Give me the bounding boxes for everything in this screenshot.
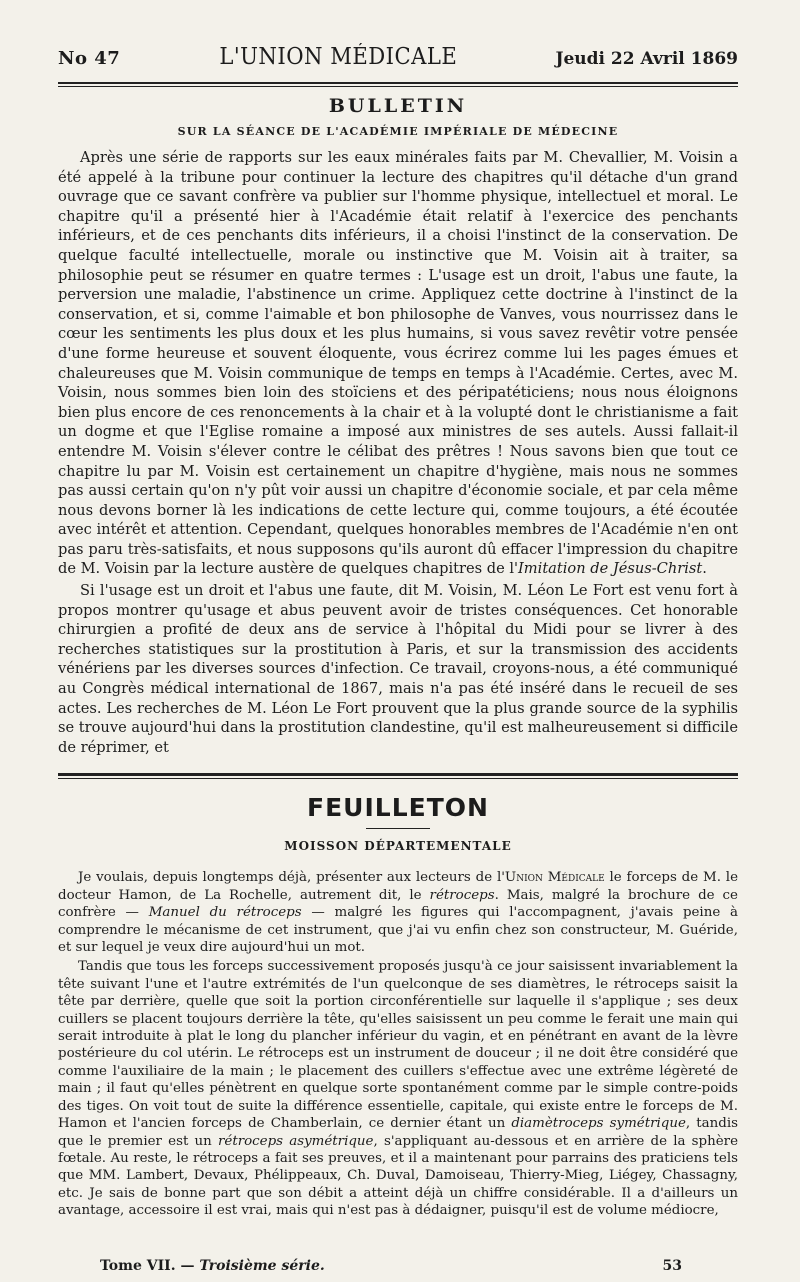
bulletin-body <box>58 148 738 757</box>
header-rule <box>58 82 738 87</box>
feuilleton-title: FEUILLETON <box>307 793 489 823</box>
issue-date: Jeudi 22 Avril 1869 <box>555 49 738 69</box>
feuil-p1-d: — malgré les figures qui l'accompagnent, j'avais peine à comprendre le mécanisme de cet instrument, que j'ai vu enfin chez son constructeur, M. Guéride, et sur lequel je veux dire aujourd'hui un mot. <box>58 905 739 956</box>
bulletin-title: BULLETIN <box>328 95 468 117</box>
feuil-p2-c: , s'appliquant au-dessous et en arrière de la sphère fœtale. Au reste, le rétroceps a fait ses preuves, et il a maintenant pour parrains des praticiens tels que MM. Lambert, Devaux, Phélippeaux, Ch. Duval, Damoiseau, Thierry-Mieg, Liégey, Chassagny, etc. Je sais de bonne part que son débit a atteint déjà un chiffre considérable. Il a d'ailleurs un avantage, accessoire il est vrai, mais qui n'est pas à dédaigner, puisqu'il est de volume médiocre, <box>58 1133 739 1219</box>
bulletin-subtitle: SUR LA SÉANCE DE L'ACADÉMIE IMPÉRIALE DE MÉDECINE <box>177 125 619 138</box>
feuilleton-title-rule <box>366 828 430 829</box>
feuilleton-paragraph-2 <box>58 958 738 1219</box>
feuil-p2-italic-1: diamètroceps symétrique <box>511 1116 686 1132</box>
feuil-p2-a: Tandis que tous les forceps successivement proposés jusqu'à ce jour saisissent invariablement la tête suivant l'une et l'autre extrémités de l'un quelconque de ses diamètres, le rétroceps saisit la tête par derrière, quelle que soit la portion circonférentielle sur laquelle il s'applique ; ses deux cuillers se placent toujours derrière la tête, qu'elles saisissent un peu comme le ferait une main qui serait introduite à plat le long du plancher inférieur du vagin, et en pénétrant en avant de la lèvre postérieure du col utérin. Le rétroceps est un instrument de douceur ; il ne doit être considéré que comme l'auxiliaire de la main ; le placement des cuillers s'effectue avec une extrême légèreté de main ; il faut qu'elles pénètrent en quelque sorte spontanément comme par le simple contre-poids des tiges. On voit tout de suite la différence essentielle, capitale, qui existe entre le forceps de M. Hamon et l'ancien forceps de Chamberlain, ce dernier étant un <box>58 959 738 1132</box>
feuilleton-rule <box>58 773 738 779</box>
feuil-p2-italic-2: rétroceps asymétrique <box>218 1133 374 1149</box>
feuilleton-paragraph-1 <box>58 869 738 956</box>
page-header <box>58 44 738 76</box>
feuil-p1-b: le forceps de M. le docteur Hamon, de La Rochelle, autrement dit, le <box>58 870 738 903</box>
feuilleton-body <box>58 869 738 1219</box>
page-footer <box>100 1258 682 1274</box>
volume-info <box>100 1258 325 1274</box>
feuilleton-subtitle: MOISSON DÉPARTEMENTALE <box>284 839 512 854</box>
feuil-p1-italic-2: Manuel du rétroceps <box>148 905 302 921</box>
page-number: 53 <box>662 1258 682 1274</box>
bulletin-paragraph-2: Si l'usage est un droit et l'abus une faute, dit M. Voisin, M. Léon Le Fort est venu fort à propos montrer qu'usage et abus peuvent avoir de tristes conséquences. Cet honorable chirurgien a profité de deux ans de service à l'hôpital du Midi pour se livrer à des recherches statistiques sur la prostitution à Paris, et sur la transmission des accidents vénériens par les diverses sources d'infection. Ce travail, croyons-nous, a été communiqué au Congrès médical international de 1867, mais n'a pas été inséré dans le recueil de ses actes. Les recherches de M. Léon Le Fort prouvent que la plus grande source de la syphilis se trouve aujourd'hui dans la prostitution clandestine, qu'il est malheureusement si difficile de réprimer, et <box>58 582 738 756</box>
issue-number: No 47 <box>58 48 121 69</box>
feuil-p1-italic-1: rétroceps <box>429 887 495 903</box>
bulletin-p1-end: . <box>702 560 707 578</box>
feuil-p1-c: . Mais, malgré la brochure de ce confrère — <box>58 887 738 921</box>
bulletin-p1-text: Après une série de rapports sur les eaux minérales faits par M. Chevallier, M. Voisin a été appelé à la tribune pour continuer la lecture des chapitres qu'il détache d'un grand ouvrage que ce savant confrère va publier sur l'homme physique, intellectuel et moral. Le chapitre qu'il a présenté hier à l'Académie était relatif à l'exercice des penchants inférieurs, et de ces penchants dits inférieurs, il a choisi l'instinct de la conservation. De quelque faculté intellectuelle, morale ou instinctive que M. Voisin ait à traiter, sa philosophie peut se résumer en quatre termes : L'usage est un droit, l'abus une faute, la perversion une maladie, l'abstinence un crime. Appliquez cette doctrine à l'instinct de la conservation, et si, comme l'aimable et bon philosophe de Vanves, vous nourrissez dans le cœur les sentiments les plus doux et les plus humains, si vous savez revêtir votre pensée d'une forme heureuse et souvent éloquente, vous écrirez comme lui les pages émues et chaleureuses que M. Voisin communique de temps en temps à l'Académie. Certes, avec M. Voisin, nous sommes bien loin des stoïciens et des péripatéticiens; nous nous éloignons bien plus encore de ces renoncements à la chair et à la volupté dont le christianisme a fait un dogme et que l'Eglise romaine a imposé aux ministres de ses autels. Aussi fallait-il entendre M. Voisin s'élever contre le célibat des prêtres ! Nous savons bien que tout ce chapitre lu par M. Voisin est certainement un chapitre d'hygiène, mais nous ne sommes pas aussi certain qu'on n'y pût voir aussi un chapitre d'économie sociale, et par cela même nous devons borner là les indications de cette lecture qui, comme toujours, a été écoutée avec intérêt et attention. Cependant, quelques honorables membres de l'Académie n'en ont pas paru très-satisfaits, et nous supposons qu'ils auront dû effacer l'impression du chapitre de M. Voisin par la lecture austère de quelques chapitres de l' <box>58 149 738 578</box>
feuil-p1-smallcaps: Union Médicale <box>504 870 605 886</box>
feuil-p2-b: , tandis que le premier est un <box>58 1116 738 1149</box>
bulletin-paragraph-1 <box>58 148 738 579</box>
feuil-p1-a: Je voulais, depuis longtemps déjà, présenter aux lecteurs de l' <box>78 870 505 886</box>
publication-title: L'UNION MÉDICALE <box>218 44 457 70</box>
series-label: Troisième série. <box>199 1258 325 1274</box>
bulletin-p1-italic: Imitation de Jésus-Christ <box>518 560 703 578</box>
tome-label: Tome VII. — <box>100 1258 200 1274</box>
